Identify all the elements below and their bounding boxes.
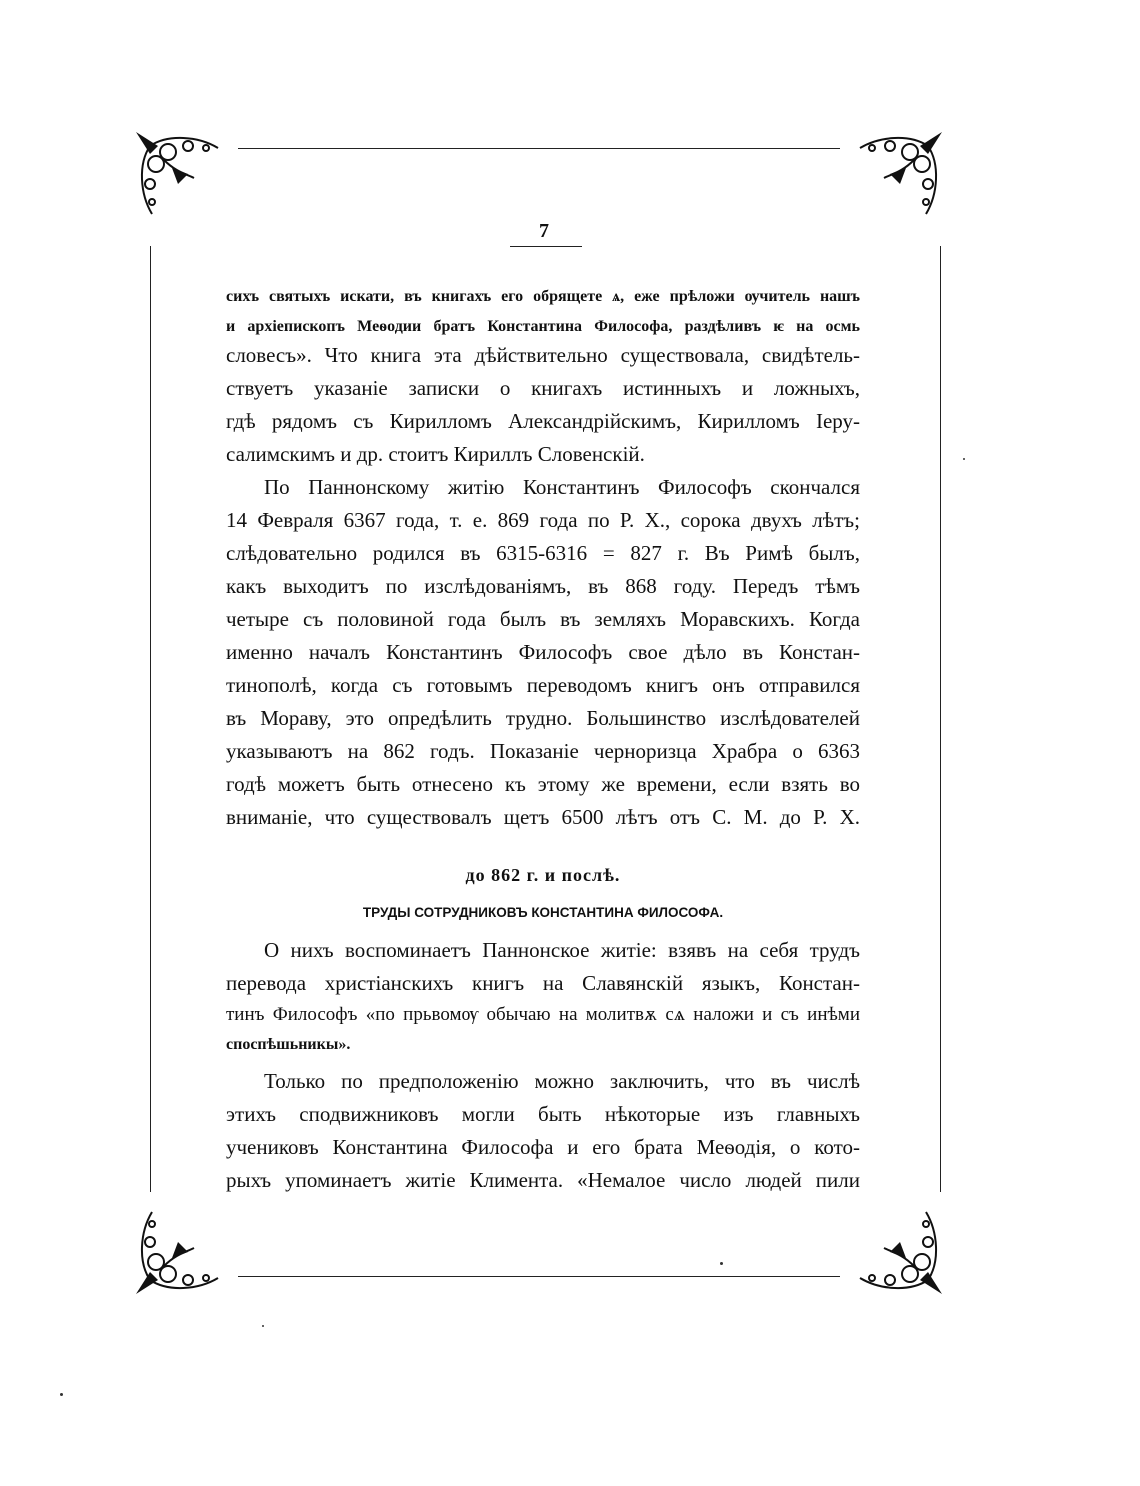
scan-speck (262, 1325, 264, 1327)
frame-top-rule (238, 148, 840, 149)
text-line: этихъ сподвижниковъ могли быть нѣкоторые изъ главныхъ (226, 1102, 860, 1126)
scan-speck (720, 1262, 723, 1265)
text-line: О нихъ воспоминаетъ Паннонское житіе: взявъ на себя трудъ (264, 938, 860, 962)
text-line: въ Мораву, это опредѣлить трудно. Большинство изслѣдователей (226, 706, 860, 730)
text-line: ствуетъ указаніе записки о книгахъ истинныхъ и ложныхъ, (226, 376, 860, 400)
page-number-rule (510, 246, 582, 247)
text-line: учениковъ Константина Философа и его брата Меѳодія, о кото- (226, 1135, 860, 1159)
text-line: тинополѣ, когда съ готовымъ переводомъ книгъ онъ отправился (226, 673, 860, 697)
text-line: четыре съ половиной года былъ въ земляхъ Моравскихъ. Когда (226, 607, 860, 631)
text-line: словесъ». Что книга эта дѣйствительно существовала, свидѣтель- (226, 343, 860, 367)
text-line: салимскимъ и др. стоитъ Кириллъ Словенскій. (226, 442, 645, 466)
text-line: слѣдовательно родился въ 6315-6316 = 827 г. Въ Римѣ былъ, (226, 541, 860, 565)
text-line: перевода христіанскихъ книгъ на Славянскій языкъ, Констан- (226, 971, 860, 995)
frame-bottom-rule (238, 1276, 840, 1277)
text-line: тинъ Философъ «по прьвомѹ обычаю на молитвѫ сѧ наложи и съ инѣми (226, 1004, 860, 1025)
scan-speck (963, 458, 965, 460)
page-number: 7 (539, 220, 549, 242)
corner-ornament-icon (128, 1192, 238, 1302)
frame-right-rule (940, 246, 941, 1192)
text-line: и архіепископъ Меѳодии братъ Константина Философа, раздѣливъ ѥ на осмь (226, 318, 860, 335)
corner-ornament-icon (128, 124, 238, 234)
scan-speck (60, 1393, 63, 1396)
text-line: сихъ святыхъ искати, въ книгахъ его обрящете ѧ, еже прѣложи ѹчитель нашъ (226, 288, 860, 305)
text-line: 14 Февраля 6367 года, т. е. 869 года по Р. Х., сорока двухъ лѣтъ; (226, 508, 860, 532)
corner-ornament-icon (840, 1192, 950, 1302)
text-line: гдѣ рядомъ съ Кирилломъ Александрійскимъ, Кирилломъ Іеру- (226, 409, 860, 433)
text-line: По Паннонскому житію Константинъ Философъ скончался (264, 475, 860, 499)
text-line: споспѣшьникы». (226, 1036, 351, 1053)
text-line: указываютъ на 862 годъ. Показаніе черноризца Храбра о 6363 (226, 739, 860, 763)
corner-ornament-icon (840, 124, 950, 234)
text-line: Только по предположенію можно заключить, что въ числѣ (264, 1069, 860, 1093)
section-subtitle: ТРУДЫ СОТРУДНИКОВЪ КОНСТАНТИНА ФИЛОСОФА. (362, 905, 724, 920)
text-line: годѣ можетъ быть отнесено къ этому же времени, если взять во (226, 772, 860, 796)
section-title: до 862 г. и послѣ. (465, 865, 621, 885)
frame-left-rule (150, 246, 151, 1192)
text-line: именно началъ Константинъ Философъ свое дѣло въ Констан- (226, 640, 860, 664)
text-line: какъ выходитъ по изслѣдованіямъ, въ 868 году. Передъ тѣмъ (226, 574, 860, 598)
text-line: рыхъ упоминаетъ житіе Климента. «Немалое число людей пили (226, 1168, 860, 1192)
text-line: вниманіе, что существовалъ щетъ 6500 лѣтъ отъ С. М. до Р. Х. (226, 805, 860, 829)
